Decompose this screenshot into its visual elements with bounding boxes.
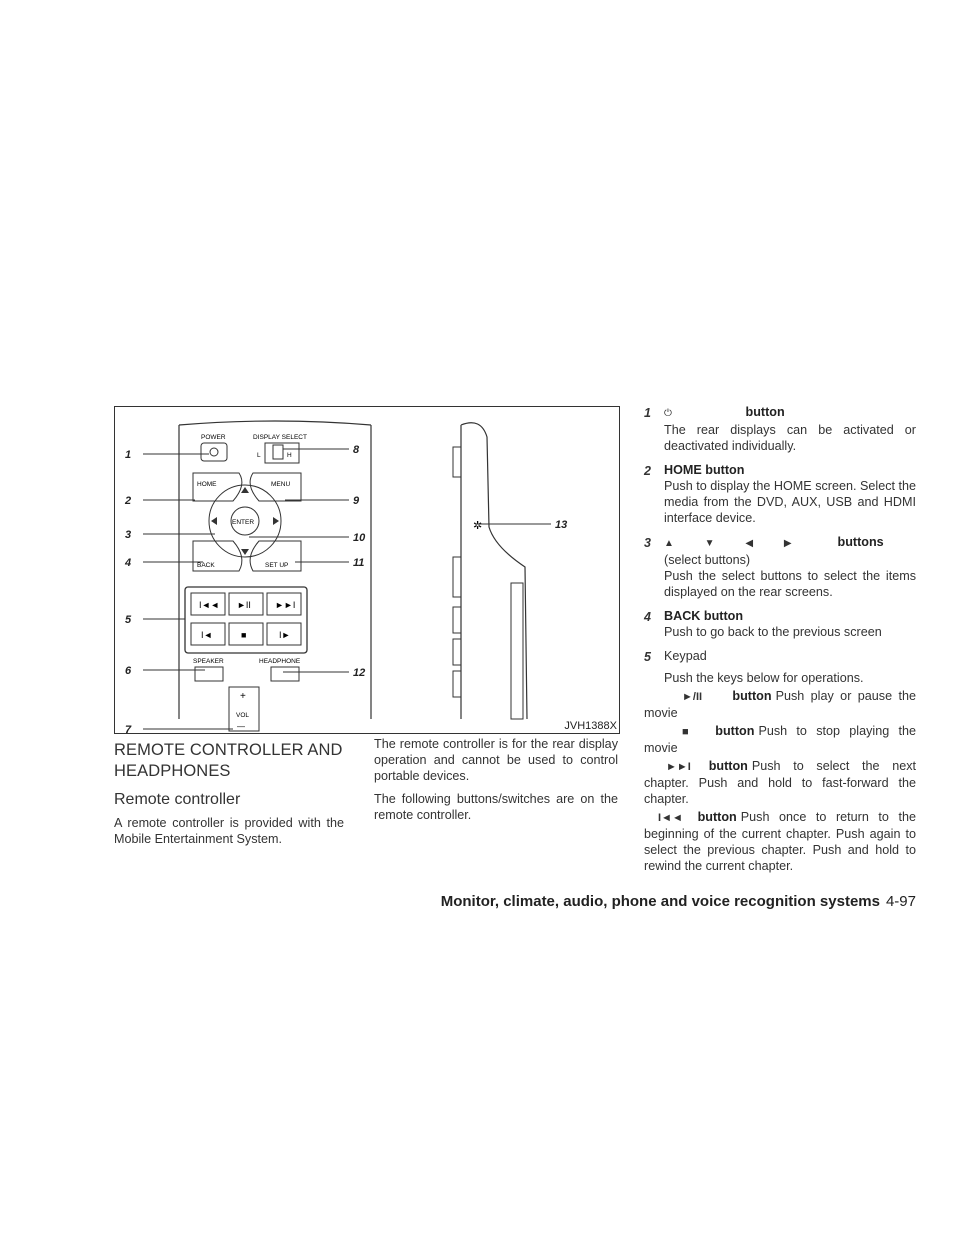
- keypad-list: [644, 688, 916, 874]
- display-h-label: H: [287, 452, 292, 459]
- remote-controller-figure: [114, 406, 620, 734]
- callout-5: 5: [125, 614, 132, 626]
- item-title: BACK button: [664, 609, 744, 623]
- paragraph-2: The following buttons/switches are on the remote controller.: [374, 792, 618, 822]
- item-title: HOME button: [664, 463, 745, 477]
- callout-3: 3: [125, 529, 132, 541]
- headphone-label: HEADPHONE: [259, 658, 301, 665]
- keypad-item-text: Push once to return to the beginning of the current chapter. Push again to select the previous chapter. Push and hold to rewind the current chapter.: [644, 810, 917, 873]
- item-number: 2: [644, 464, 651, 478]
- keypad-item-label: button: [715, 724, 755, 738]
- left-arrow-icon: [211, 517, 217, 525]
- enter-label: ENTER: [232, 519, 255, 526]
- power-icon: ⏻: [664, 408, 682, 419]
- keypad-item-label: button: [708, 759, 748, 773]
- callout-8: 8: [353, 444, 360, 456]
- callout-12: 12: [353, 667, 366, 679]
- display-l-label: L: [257, 452, 261, 459]
- keypad-item: [644, 723, 916, 756]
- item-body: The rear displays can be activated or deactivated individually.: [664, 423, 916, 453]
- keypad-item: [644, 758, 916, 807]
- keypad-item-label: button: [732, 689, 772, 703]
- menu-label: MENU: [271, 481, 291, 488]
- speaker-label: SPEAKER: [193, 658, 224, 665]
- item-body: Push to go back to the previous screen: [664, 625, 882, 639]
- keypad-item-text: Push to stop playing the movie: [644, 724, 916, 755]
- list-item: [644, 462, 916, 526]
- callout-10: 10: [353, 532, 366, 544]
- item-number: 5: [644, 650, 651, 664]
- step-forward-icon: I►: [279, 630, 291, 640]
- subsection-title: Remote controller: [114, 791, 241, 808]
- callout-13: 13: [555, 519, 568, 531]
- page-footer: [441, 893, 916, 910]
- step-back-icon: I◄: [201, 630, 213, 640]
- stop-icon: ■: [241, 630, 247, 640]
- list-item: [644, 608, 916, 640]
- item-number: 3: [644, 536, 651, 550]
- item-body: Push the select buttons to select the items displayed on the rear screens.: [664, 569, 916, 599]
- display-select-label: DISPLAY SELECT: [253, 434, 307, 441]
- callout-1: 1: [125, 449, 132, 461]
- callout-7: 7: [125, 724, 132, 735]
- column-3: [644, 404, 916, 882]
- item-body: Push to display the HOME screen. Select the media from the DVD, AUX, USB and HDMI interface device.: [664, 479, 916, 525]
- vol-label: VOL: [236, 712, 250, 719]
- stop-icon: ■: [682, 726, 689, 738]
- select-arrows-icon: ▲ ▼ ◀ ▶: [664, 538, 806, 549]
- section-title: REMOTE CONTROLLER AND HEADPHONES: [114, 741, 343, 780]
- keypad-item-label: button: [697, 810, 737, 824]
- keypad-item-text: Push play or pause the movie: [644, 689, 916, 720]
- up-arrow-icon: [241, 487, 249, 493]
- page-number: 4-97: [885, 893, 916, 910]
- down-arrow-icon: [241, 549, 249, 555]
- column-1: [114, 740, 344, 854]
- item-title: Keypad: [664, 649, 707, 663]
- item-number: 4: [644, 610, 651, 624]
- play-pause-icon: ►II: [237, 600, 251, 610]
- intro-text: A remote controller is provided with the Mobile Entertainment System.: [114, 816, 344, 846]
- item-title: buttons: [837, 535, 884, 549]
- keypad-item: [644, 688, 916, 721]
- figure-code: JVH1388X: [564, 720, 617, 732]
- callout-6: 6: [125, 665, 132, 677]
- light-icon: ✲: [473, 520, 483, 532]
- item-body: Push the keys below for operations.: [664, 671, 864, 685]
- column-2: [374, 736, 618, 830]
- item-title-suffix: (select buttons): [664, 553, 751, 567]
- vol-minus-label: —: [237, 722, 245, 731]
- remote-illustration: [115, 407, 621, 735]
- next-chapter-icon: ►►I: [275, 600, 296, 610]
- power-label: POWER: [201, 434, 226, 441]
- setup-label: SET UP: [265, 562, 289, 569]
- play-pause-icon: ►/II: [682, 691, 703, 703]
- next-chapter-icon: ►►I: [666, 761, 691, 773]
- callout-2: 2: [125, 495, 132, 507]
- paragraph-1: The remote controller is for the rear display operation and cannot be used to control portable devices.: [374, 737, 618, 783]
- chapter-title: Monitor, climate, audio, phone and voice recognition systems: [440, 893, 880, 910]
- keypad-item-text: Push to select the next chapter. Push and hold to fast-forward the chapter.: [644, 759, 916, 806]
- home-label: HOME: [197, 481, 217, 488]
- list-item: [644, 404, 916, 454]
- item-title: button: [745, 405, 785, 419]
- back-label: BACK: [197, 562, 215, 569]
- prev-chapter-icon: I◄◄: [658, 812, 683, 824]
- right-arrow-icon: [273, 517, 279, 525]
- list-item: [644, 648, 916, 874]
- callout-9: 9: [353, 495, 360, 507]
- list-item: [644, 534, 916, 600]
- callout-4: 4: [125, 557, 132, 569]
- callout-11: 11: [353, 557, 365, 569]
- power-icon: [210, 448, 218, 456]
- keypad-item: [644, 809, 916, 874]
- vol-plus-label: +: [240, 691, 246, 702]
- prev-chapter-icon: I◄◄: [199, 600, 220, 610]
- item-number: 1: [644, 406, 651, 420]
